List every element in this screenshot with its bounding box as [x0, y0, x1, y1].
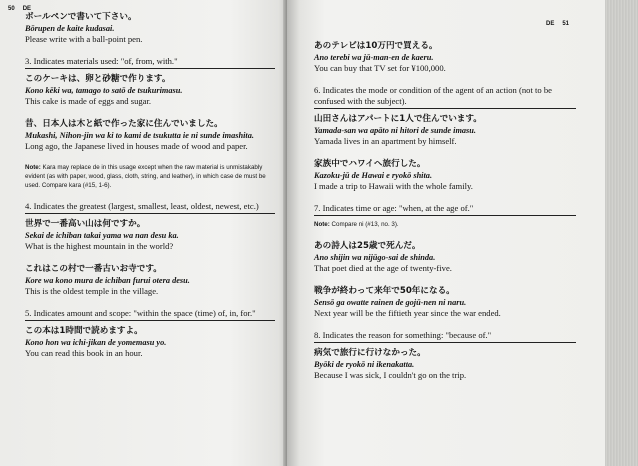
romaji-sentence: Sekai de ichiban takai yama wa nan desu ka. — [25, 231, 179, 240]
english-translation: Because I was sick, I couldn't go on the trip. — [314, 370, 467, 380]
english-translation: Next year will be the fiftieth year since the war ended. — [314, 308, 501, 318]
example-hawaii — [314, 158, 576, 192]
japanese-sentence: この本は1時間で読めますよ。 — [25, 326, 143, 336]
japanese-sentence: 戦争が終わって来年で50年になる。 — [314, 286, 455, 296]
example-poet — [314, 240, 576, 274]
note-label: Note: — [25, 164, 41, 171]
section-3-heading: 3. Indicates materials used: "of, from, with." — [25, 56, 275, 69]
japanese-sentence: 昔、日本人は木と紙で作った家に住んでいました。 — [25, 119, 223, 129]
section-7-note — [314, 220, 576, 229]
japanese-sentence: これはこの村で一番古いお寺です。 — [25, 264, 162, 274]
japanese-sentence: 世界で一番高い山は何ですか。 — [25, 219, 146, 229]
left-page-content — [25, 11, 275, 370]
english-translation: I made a trip to Hawaii with the whole family. — [314, 181, 473, 191]
english-translation: You can read this book in an hour. — [25, 348, 143, 358]
example-houses — [25, 118, 275, 152]
section-3-note — [25, 163, 275, 190]
example-cake — [25, 73, 275, 107]
japanese-sentence: 山田さんはアパートに1人で住んでいます。 — [314, 114, 482, 124]
example-apartment — [314, 113, 576, 147]
english-translation: This cake is made of eggs and sugar. — [25, 96, 152, 106]
english-translation: Long ago, the Japanese lived in houses made of wood and paper. — [25, 141, 248, 151]
english-translation: This is the oldest temple in the village. — [25, 286, 159, 296]
romaji-sentence: Kore wa kono mura de ichiban furui otera desu. — [25, 276, 190, 285]
romaji-sentence: Ano shijin wa nijūgo-sai de shinda. — [314, 253, 436, 262]
romaji-sentence: Sensō ga owatte rainen de gojū-nen ni naru. — [314, 298, 467, 307]
romaji-sentence: Bōrupen de kaite kudasai. — [25, 24, 115, 33]
example-book — [25, 325, 275, 359]
section-8-heading: 8. Indicates the reason for something: "because of." — [314, 330, 576, 343]
english-translation: Please write with a ball-point pen. — [25, 34, 143, 44]
example-temple — [25, 263, 275, 297]
romaji-sentence: Kono kēki wa, tamago to satō de tsukurimasu. — [25, 86, 183, 95]
left-page-number: 50 — [8, 6, 15, 12]
romaji-sentence: Ano terebi wa jū-man-en de kaeru. — [314, 53, 434, 62]
note-label: Note: — [314, 221, 330, 228]
section-5-heading: 5. Indicates amount and scope: "within the space (time) of, in, for." — [25, 308, 275, 321]
example-sick — [314, 347, 576, 381]
left-page — [0, 0, 287, 466]
example-war — [314, 285, 576, 319]
right-folio — [546, 21, 569, 27]
japanese-sentence: あのテレビは10万円で買える。 — [314, 41, 438, 51]
example-tv — [314, 40, 576, 74]
right-page-number: 51 — [562, 21, 570, 27]
japanese-sentence: ボールペンで書いて下さい。 — [25, 12, 137, 22]
right-running-head: DE — [546, 21, 555, 27]
japanese-sentence: 病気で旅行に行けなかった。 — [314, 348, 426, 358]
right-page — [287, 0, 605, 466]
page-stack-edge — [605, 0, 638, 466]
section-4-heading: 4. Indicates the greatest (largest, smallest, least, oldest, newest, etc.) — [25, 201, 275, 214]
left-running-head: DE — [22, 6, 32, 12]
note-text: Compare ni (#13, no. 3). — [331, 221, 399, 228]
english-translation: What is the highest mountain in the world? — [25, 241, 174, 251]
english-translation: That poet died at the age of twenty-five. — [314, 263, 452, 273]
english-translation: Yamada lives in an apartment by himself. — [314, 136, 457, 146]
japanese-sentence: あの詩人は25歳で死んだ。 — [314, 241, 421, 251]
japanese-sentence: このケーキは、卵と砂糖で作ります。 — [25, 74, 171, 84]
romaji-sentence: Byōki de ryokō ni ikenakatta. — [314, 360, 415, 369]
note-text: Kara may replace de in this usage except when the raw material is unmistakably evident (as with paper, wood, glass, cloth, string, and leather), in which case de must be used. Compare kara (#15, 1-6). — [25, 164, 266, 189]
right-page-content — [314, 40, 576, 392]
romaji-sentence: Kazoku-jū de Hawai e ryokō shita. — [314, 171, 433, 180]
romaji-sentence: Mukashi, Nihon-jin wa ki to kami de tsukutta ie ni sunde imashita. — [25, 131, 254, 140]
japanese-sentence: 家族中でハワイへ旅行した。 — [314, 159, 426, 169]
example-ballpoint — [25, 11, 275, 45]
section-6-heading: 6. Indicates the mode or condition of the agent of an action (not to be confused with the subject). — [314, 85, 576, 109]
romaji-sentence: Kono hon wa ichi-jikan de yomemasu yo. — [25, 338, 167, 347]
section-7-heading: 7. Indicates time or age: "when, at the age of." — [314, 203, 576, 216]
example-mountain — [25, 218, 275, 252]
english-translation: You can buy that TV set for ¥100,000. — [314, 63, 446, 73]
romaji-sentence: Yamada-san wa apāto ni hitori de sunde imasu. — [314, 126, 476, 135]
